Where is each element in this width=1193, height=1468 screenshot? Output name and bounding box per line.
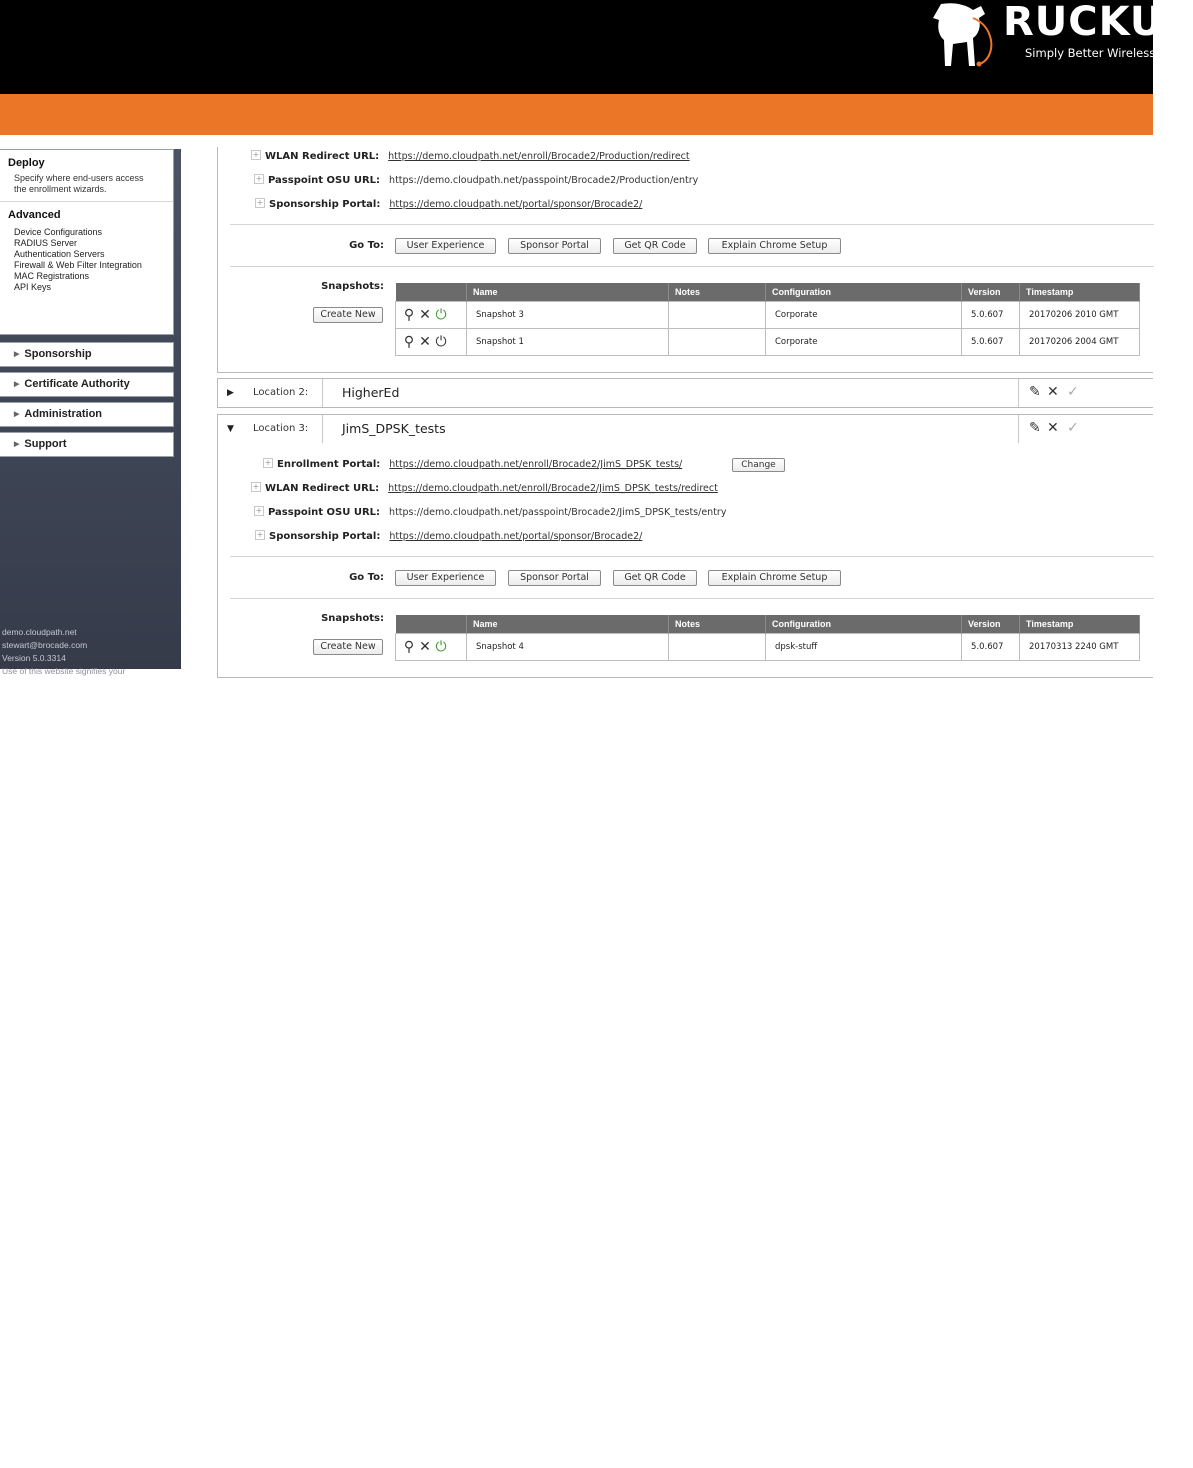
nav-label: Certificate Authority [24,378,130,390]
collapse-caret-icon[interactable]: ▼ [227,424,234,434]
divider [230,266,1154,267]
power-icon[interactable]: ⏻ [435,333,447,350]
column-header: Configuration [766,283,962,301]
divider [230,598,1154,599]
power-icon[interactable]: ⏻ [435,638,447,655]
ruckus-logo[interactable] [893,0,1193,70]
chevron-right-icon: ▶ [14,351,20,358]
deploy-description-2: the enrollment wizards. [14,184,107,194]
sidebar-item-api-keys[interactable]: API Keys [14,282,52,292]
create-new-snapshot-button[interactable]: Create New [313,307,383,323]
snapshots-table [395,615,1140,661]
chevron-right-icon: ▶ [14,411,20,418]
sponsor-portal-button[interactable]: Sponsor Portal [508,238,601,254]
table-header [396,283,1140,301]
pencil-icon[interactable]: ✎ [1029,420,1041,436]
expand-icon[interactable]: + [264,458,272,467]
create-new-snapshot-button[interactable]: Create New [313,639,383,655]
get-qr-code-button[interactable]: Get QR Code [613,238,697,254]
expand-icon[interactable]: + [256,530,264,539]
location-3-panel [217,443,1153,678]
sponsor-portal-button[interactable]: Sponsor Portal [508,570,601,586]
snapshot-name: Snapshot 3 [467,301,669,328]
divider [322,415,323,443]
goto-label: Go To: [349,240,384,251]
sidebar [0,149,181,676]
table-header [396,615,1140,633]
snapshot-name: Snapshot 4 [467,633,669,660]
url-label: WLAN Redirect URL: [265,151,380,162]
dog-logo-icon [913,0,1003,68]
close-icon[interactable]: ✕ [419,306,431,323]
location-3-row[interactable] [217,414,1153,444]
column-header: Configuration [766,615,962,633]
url-label: Sponsorship Portal: [269,531,381,542]
location-1-panel [217,147,1153,373]
url-row [254,505,726,521]
sidebar-item-certificate-authority[interactable] [0,372,174,397]
get-qr-code-button[interactable]: Get QR Code [613,570,697,586]
column-header: Notes [669,615,766,633]
magnifier-icon[interactable]: ⚲ [403,333,415,350]
deploy-panel [0,149,174,335]
goto-label: Go To: [349,572,384,583]
location-actions [1018,379,1154,407]
footer-eula: Use of this website signifies your [2,666,126,676]
table-row [396,301,1140,328]
snapshot-notes [669,301,766,328]
snapshots-label: Snapshots: [321,281,384,292]
row-actions [396,328,467,355]
close-icon[interactable]: ✕ [419,333,431,350]
snapshot-configuration: dpsk-stuff [766,633,962,660]
url-label: Passpoint OSU URL: [268,175,381,186]
snapshot-version: 5.0.607 [962,633,1020,660]
column-header: Timestamp [1020,283,1140,301]
url-row [251,481,718,497]
divider [322,379,323,407]
sidebar-item-radius-server[interactable]: RADIUS Server [14,238,78,248]
sponsorship-portal-link[interactable]: https://demo.cloudpath.net/portal/sponsor/Brocade2/ [389,199,643,210]
column-header: Notes [669,283,766,301]
snapshot-timestamp: 20170206 2004 GMT [1020,328,1140,355]
nav-label: Sponsorship [24,348,92,360]
sidebar-item-support[interactable] [0,432,174,457]
expand-icon[interactable]: + [255,174,263,183]
sidebar-item-mac-registrations[interactable]: MAC Registrations [14,271,90,281]
sidebar-item-authentication-servers[interactable]: Authentication Servers [14,249,105,259]
column-header: Name [467,615,669,633]
column-header-actions [396,283,467,301]
divider [230,556,1154,557]
sidebar-clip [0,681,217,701]
url-label: Passpoint OSU URL: [268,507,381,518]
close-icon[interactable]: ✕ [419,638,431,655]
snapshots-label: Snapshots: [321,613,384,624]
nav-label: Support [24,438,67,450]
brand-tagline: Simply Better Wireless. [1025,46,1159,60]
url-label: Sponsorship Portal: [269,199,381,210]
magnifier-icon[interactable]: ⚲ [403,638,415,655]
magnifier-icon[interactable]: ⚲ [403,306,415,323]
snapshot-name: Snapshot 1 [467,328,669,355]
sidebar-item-device-configurations[interactable]: Device Configurations [14,227,103,237]
column-header: Version [962,615,1020,633]
url-row [255,529,642,545]
url-row [255,197,642,213]
row-actions [396,301,467,328]
snapshot-notes [669,633,766,660]
passpoint-url: https://demo.cloudpath.net/passpoint/Brocade2/JimS_DPSK_tests/entry [389,507,727,518]
user-experience-button[interactable]: User Experience [395,570,496,586]
snapshot-version: 5.0.607 [962,301,1020,328]
sidebar-item-sponsorship[interactable] [0,342,174,367]
deploy-description: Specify where end-users access [14,173,144,183]
expand-icon[interactable]: + [252,482,260,491]
user-experience-button[interactable]: User Experience [395,238,496,254]
footer-user: stewart@brocade.com [2,640,88,650]
location-name: HigherEd [342,385,400,400]
sponsorship-portal-link[interactable]: https://demo.cloudpath.net/portal/sponsor/Brocade2/ [389,531,643,542]
column-header: Name [467,283,669,301]
footer-host: demo.cloudpath.net [2,627,77,637]
close-icon[interactable]: ✕ [1047,384,1059,400]
snapshots-table [395,283,1140,356]
top-header [0,0,1193,94]
checkmark-icon[interactable]: ✓ [1067,384,1079,400]
explain-chrome-setup-button[interactable]: Explain Chrome Setup [708,238,841,254]
enrollment-portal-link[interactable]: https://demo.cloudpath.net/enroll/Brocade2/JimS_DPSK_tests/ [389,459,683,470]
url-row [254,173,698,189]
location-2-row[interactable] [217,378,1153,408]
table-row [396,633,1140,660]
url-row [263,457,682,473]
expand-icon[interactable]: + [256,198,264,207]
sidebar-item-administration[interactable] [0,402,174,427]
url-row [251,149,690,165]
column-header: Version [962,283,1020,301]
power-icon[interactable]: ⏻ [435,306,447,323]
divider [230,224,1154,225]
expand-caret-icon[interactable]: ▶ [227,388,234,398]
wlan-redirect-link[interactable]: https://demo.cloudpath.net/enroll/Brocade2/JimS_DPSK_tests/redirect [388,483,718,494]
deploy-heading[interactable]: Deploy [8,157,45,169]
url-label: Enrollment Portal: [277,459,381,470]
advanced-heading: Advanced [8,209,61,221]
sidebar-item-firewall-web-filter[interactable]: Firewall & Web Filter Integration [14,260,142,270]
url-label: WLAN Redirect URL: [265,483,380,494]
location-name: JimS_DPSK_tests [342,421,446,436]
chevron-right-icon: ▶ [14,381,20,388]
divider [0,201,173,202]
footer-version: Version 5.0.3314 [2,653,66,663]
explain-chrome-setup-button[interactable]: Explain Chrome Setup [708,570,841,586]
column-header: Timestamp [1020,615,1140,633]
brand-wordmark: RUCKUS [1003,0,1193,45]
snapshot-timestamp: 20170206 2010 GMT [1020,301,1140,328]
expand-icon[interactable]: + [255,506,263,515]
passpoint-url: https://demo.cloudpath.net/passpoint/Brocade2/Production/entry [389,175,699,186]
wlan-redirect-link[interactable]: https://demo.cloudpath.net/enroll/Brocade2/Production/redirect [388,151,690,162]
location-actions [1018,415,1154,443]
column-header-actions [396,615,467,633]
nav-label: Administration [24,408,103,420]
table-row [396,328,1140,355]
pencil-icon[interactable]: ✎ [1029,384,1041,400]
snapshot-configuration: Corporate [766,301,962,328]
snapshot-version: 5.0.607 [962,328,1020,355]
row-actions [396,633,467,660]
snapshot-configuration: Corporate [766,328,962,355]
location-label: Location 2: [253,387,309,398]
snapshot-timestamp: 20170313 2240 GMT [1020,633,1140,660]
expand-icon[interactable]: + [252,150,260,159]
snapshot-notes [669,328,766,355]
close-icon[interactable]: ✕ [1047,420,1059,436]
change-button[interactable]: Change [732,458,785,472]
accent-bar [0,94,1153,135]
location-label: Location 3: [253,423,309,434]
chevron-right-icon: ▶ [14,441,20,448]
checkmark-icon[interactable]: ✓ [1067,420,1079,436]
